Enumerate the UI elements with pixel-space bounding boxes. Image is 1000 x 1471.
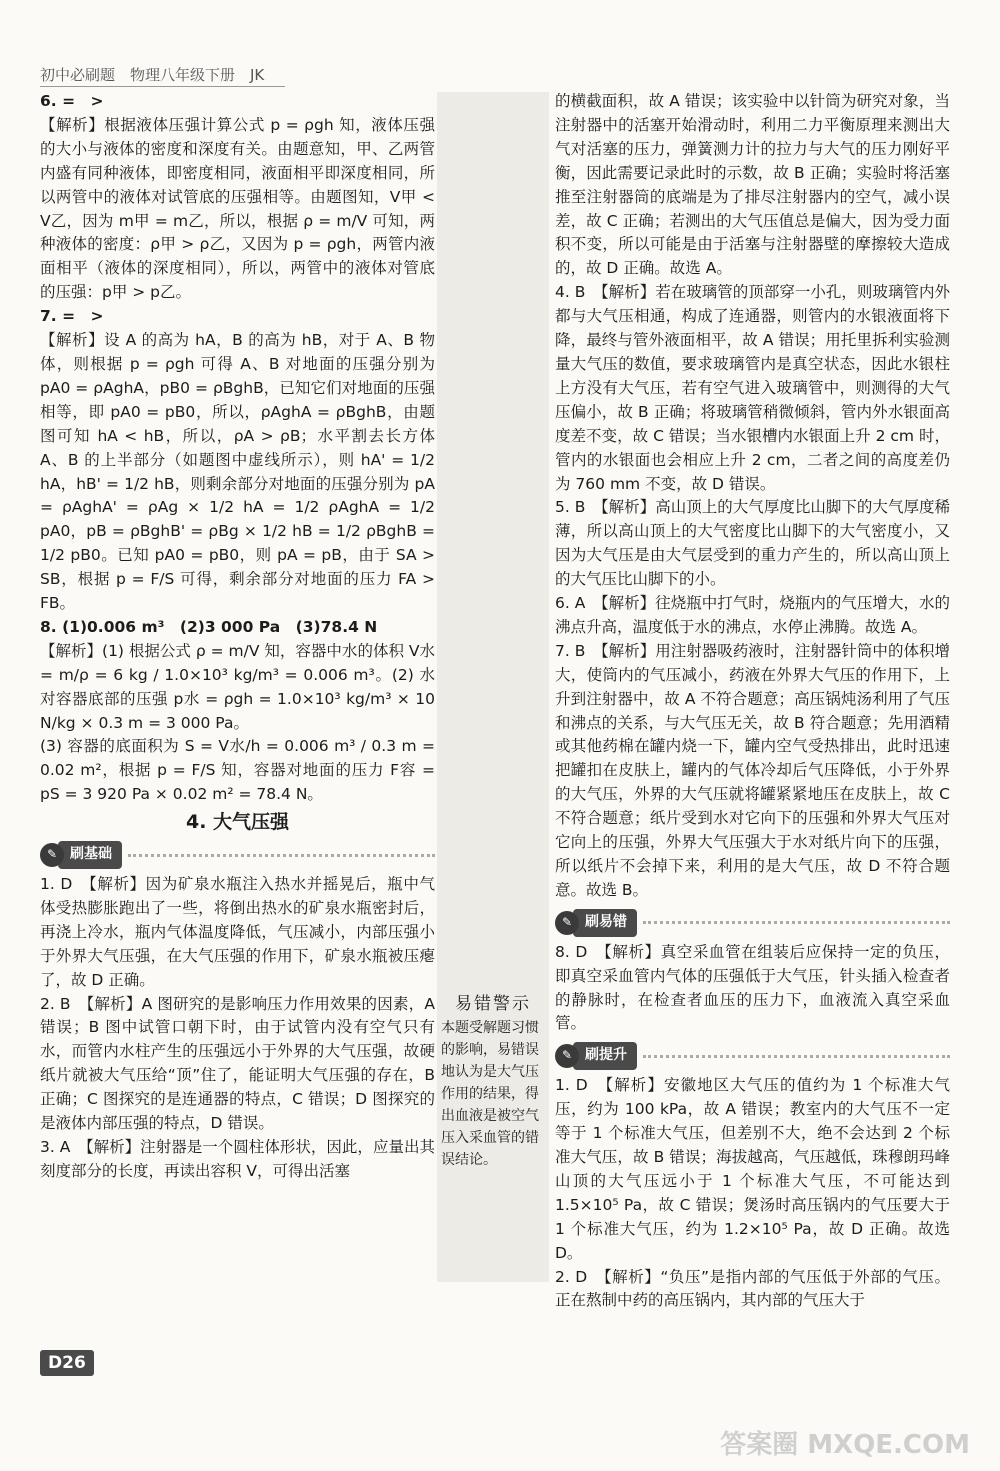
q8-explanation: 【解析】(1) 根据公式 ρ = m/V 知，容器中水的体积 V水 = m/ρ = 6 kg / 1.0×10³ kg/m³ = 0.006 m³。(2) 水对容器底部的压强 p水 = ρgh = 1.0×10³ kg/m³ × 10 N/kg × 0.3 m = 3 000 Pa。 [40, 641, 435, 732]
pencil-icon: ✎ [555, 911, 579, 935]
badge-basic: ✎ 刷基础 [40, 841, 435, 869]
right-column [555, 90, 950, 1313]
q7-answer: 7. = > [40, 307, 104, 326]
basic-q6: 6. A 【解析】往烧瓶中打气时，烧瓶内的气压增大，水的沸点升高，温度低于水的沸点，水停止沸腾。故选 A。 [555, 594, 950, 636]
page-number: D26 [40, 1350, 94, 1376]
error-tip-box [437, 993, 549, 1171]
basic-q5: 5. B 【解析】高山顶上的大气厚度比山脚下的大气厚度稀薄，所以高山顶上的大气密度比山脚下的大气密度小，又因为大气压是由大气层受到的重力产生的，所以高山顶上的大气压比山脚下的小。 [555, 498, 950, 589]
q8-answer: 8. (1)0.006 m³ (2)3 000 Pa (3)78.4 N [40, 617, 378, 636]
basic-q3: 3. A 【解析】注射器是一个圆柱体形状，因此，应量出其刻度部分的长度，再读出容积 V，可得出活塞 [40, 1137, 435, 1180]
badge-advanced: ✎ 刷提升 [555, 1042, 950, 1070]
basic-q3-continued: 的横截面积，故 A 错误；该实验中以针筒为研究对象，当注射器中的活塞开始滑动时，利用二力平衡原理来测出大气对活塞的压力，弹簧测力计的拉力与大气的压力刚好平衡，因此需要记录此时的示数，故 B 正确；实验时将活塞推至注射器筒的底端是为了排尽注射器内的空气，减小误差，故 C 正确；若测出的大气压值总是偏大，因为受力面积不变，所以可能是由于活塞与注射器壁的摩擦较大造成的，故 D 正确。故选 A。 [555, 92, 950, 278]
tip-body: 本题受解题习惯的影响，易错误地认为是大气压作用的结果，得出血液是被空气压入采血管的错误结论。 [441, 1020, 539, 1168]
pencil-icon: ✎ [555, 1044, 579, 1068]
badge-error: ✎ 刷易错 [555, 909, 950, 937]
basic-q2: 2. B 【解析】A 图研究的是影响压力作用效果的因素，A 错误；B 图中试管口朝下时，由于试管内没有空气只有水，而管内水柱产生的压强远小于外界的大气压强，故硬纸片就被大气压给“顶”住了，能证明大气压强的存在，B 正确；C 图探究的是连通器的特点，C 错误；D 图探究的是液体内部压强的特点，D 错误。 [40, 994, 435, 1133]
left-column [40, 90, 435, 1184]
pencil-icon: ✎ [40, 843, 64, 867]
section-title: 4. 大气压强 [185, 811, 290, 834]
basic-q7: 7. B 【解析】用注射器吸药液时，注射器针筒中的体积增大，使筒内的气压减小，药液在外界大气压的作用下，上升到注射器中，故 A 不符合题意；高压锅炖汤利用了气压和沸点的关系，与大气压无关，故 B 符合题意；先用酒精或其他药棉在罐内烧一下，罐内空气受热排出，此时迅速把罐扣在皮肤上，罐内的气体冷却后气压降低，小于外界的大气压，外界的大气压就将罐紧紧地压在皮肤上，故 C 不符合题意；纸片受到水对它向下的压强和外界大气压对它向上的压强，外界大气压强大于水对纸片向下的压强，所以纸片不会掉下来，利用的是大气压，故 D 不符合题意。故选 B。 [555, 641, 950, 899]
page-header: 初中必刷题 物理八年级下册 JK [40, 66, 265, 84]
q6-explanation: 【解析】根据液体压强计算公式 p = ρgh 知，液体压强的大小与液体的密度和深度有关。由题意知，甲、乙两管内盛有同种液体，即密度相同，液面相平即深度相同，所以两管中的液体对试管底的压强相等。由题图知，V甲 < V乙，因为 m甲 = m乙，所以，根据 ρ = m/V 可知，两种液体的密度：ρ甲 > ρ乙，又因为 p = ρgh，两管内液面相平（液体的深度相同），所以，两管中的液体对管底的压强：p甲 > p乙。 [40, 115, 435, 302]
error-q8: 8. D 【解析】真空采血管在组装后应保持一定的负压，即真空采血管内气体的压强低于大气压，针头插入检查者的静脉时，在检查者血压的压力下，血液流入真空采血管。 [555, 942, 950, 1033]
basic-q4: 4. B 【解析】若在玻璃管的顶部穿一小孔，则玻璃管内外都与大气压相通，构成了连通器，则管内的水银液面将下降，最终与管外液面相平，故 A 错误；用托里拆利实验测量大气压的数值，要求玻璃管内是真空状态，因此水银柱上方没有大气压，若有空气进入玻璃管中，则测得的大气压偏小，故 B 正确；将玻璃管稍微倾斜，管内外水银面高度差不变，故 C 错误；当水银槽内水银面上升 2 cm 时，管内的水银面也会相应上升 2 cm，二者之间的高度差仍为 760 mm 不变，故 D 错误。 [555, 283, 950, 493]
q8-explanation-part3: (3) 容器的底面积为 S = V水/h = 0.006 m³ / 0.3 m = 0.02 m²，根据 p = F/S 知，容器对地面的压力 F容 = pS = 3 920 Pa × 0.02 m² = 78.4 N。 [40, 737, 435, 804]
tip-title: 易错警示 [455, 994, 531, 1014]
q6-answer: 6. = > [40, 92, 104, 110]
advanced-q1: 1. D 【解析】安徽地区大气压的值约为 1 个标准大气压，约为 100 kPa，故 A 错误；教室内的大气压不一定等于 1 个标准大气压，但差别不大，绝不会达到 2 个标准大气压，故 B 错误；海拔越高，气压越低，珠穆朗玛峰山顶的大气压远小于 1 个标准大气压，不可能达到 1.5×10⁵ Pa，故 C 错误；煲汤时高压锅内的气压要大于 1 个标准大气压，约为 1.2×10⁵ Pa，故 D 正确。故选 D。 [555, 1076, 950, 1262]
header-divider [40, 86, 285, 87]
advanced-q2: 2. D 【解析】“负压”是指内部的气压低于外部的气压。正在熬制中药的高压锅内，其内部的气压大于 [555, 1267, 950, 1310]
basic-q1: 1. D 【解析】因为矿泉水瓶注入热水并摇晃后，瓶中气体受热膨胀跑出了一些，将倒出热水的矿泉水瓶密封后，再浇上冷水，瓶内气体温度降低，气压减小，内部压强小于外界大气压强，在大气压强的作用下，矿泉水瓶被压瘪了，故 D 正确。 [40, 875, 435, 989]
q7-explanation: 【解析】设 A 的高为 hA，B 的高为 hB，对于 A、B 物体，则根据 p = ρgh 可得 A、B 对地面的压强分别为 pA0 = ρAghA，pB0 = ρBghB，已知它们对地面的压强相等，即 pA0 = pB0，所以，ρAghA = ρBghB，由题图可知 hA < hB，所以，ρA > ρB；水平割去长方体 A、B 的上半部分（如题图中虚线所示），则 hA' = 1/2 hA，hB' = 1/2 hB，则剩余部分对地面的压强分别为 pA = ρAghA' = ρAg × 1/2 hA = 1/2 ρAghA = 1/2 pA0，pB = ρBghB' = ρBg × 1/2 hB = 1/2 ρBghB = 1/2 pB0。已知 pA0 = pB0，则 pA = pB，由于 SA > SB，根据 p = F/S 可得，剩余部分对地面的压力 FA > FB。 [40, 331, 435, 613]
watermark: 答案圈 MXQE.COM [720, 1430, 970, 1460]
